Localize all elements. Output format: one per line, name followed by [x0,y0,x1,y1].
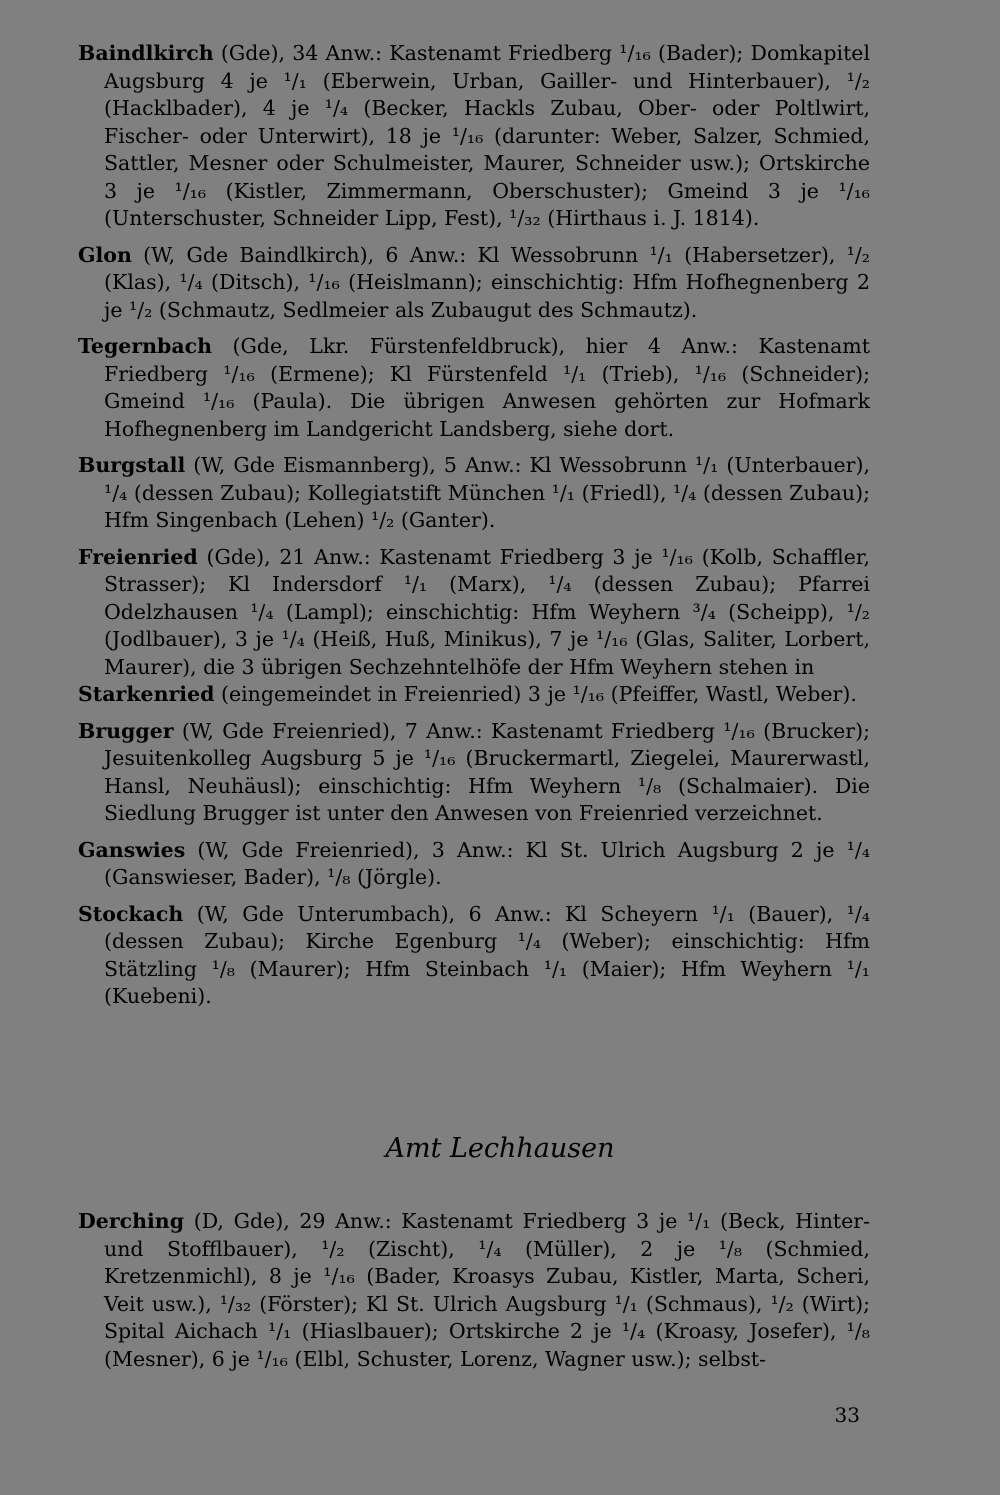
entry-text: (D, Gde), 29 Anw.: Kastenamt Friedberg 3 je ¹/₁ (Beck, Hinter- und Stofflbauer), ¹/₂ (Zischt), ¹/₄ (Müller), 2 je ¹/₈ (Schmied, Kretzenmichl), 8 je ¹/₁₆ (Bader, Kroasys Zubau, Kistler, Marta, Scheri, Veit usw.), ¹/₃₂ (Förster); Kl St. Ulrich Augsburg ¹/₁ (Schmaus), ¹/₂ (Wirt); Spital Aichach ¹/₁ (Hiaslbauer); Ortskirche 2 je ¹/₄ (Kroasy, Josefer), ¹/₈ (Mesner), 6 je ¹/₁₆ (Elbl, Schuster, Lorenz, Wagner usw.); selbst- [104,1209,870,1371]
entry-glon [78,242,870,325]
place-name: Ganswies [78,837,186,862]
place-name: Baindlkirch [78,41,214,65]
entry-text: (W, Gde Unterumbach), 6 Anw.: Kl Scheyern ¹/₁ (Bauer), ¹/₄ (dessen Zubau); Kirche Egenburg ¹/₄ (Weber); einschichtig: Hfm Stätzling ¹/₈ (Maurer); Hfm Steinbach ¹/₁ (Maier); Hfm Weyhern ¹/₁ (Kuebeni). [104,901,870,1008]
place-name: Starkenried [78,682,215,706]
place-name: Derching [78,1209,185,1233]
entry-list-lechhausen [78,1208,870,1382]
entry-text: (Gde), 34 Anw.: Kastenamt Friedberg ¹/₁₆ (Bader); Domkapitel Augsburg 4 je ¹/₁ (Eberwein, Urban, Gailler- und Hinterbauer), ¹/₂ (Hacklbader), 4 je ¹/₄ (Becker, Hackls Zubau, Ober- oder Poltlwirt, Fischer- oder Unterwirt), 18 je ¹/₁₆ (darunter: Weber, Salzer, Schmied, Sattler, Mesner oder Schulmeister, Maurer, Schneider usw.); Ortskirche 3 je ¹/₁₆ (Kistler, Zimmermann, Oberschuster); Gmeind 3 je ¹/₁₆ (Unterschuster, Schneider Lipp, Fest), ¹/₃₂ (Hirthaus i. J. 1814). [104,41,870,230]
entry-text: (W, Gde Freienried), 7 Anw.: Kastenamt Friedberg ¹/₁₆ (Brucker); Jesuitenkolleg Augsburg 5 je ¹/₁₆ (Bruckermartl, Ziegelei, Maurerwastl, Hansl, Neuhäusl); einschichtig: Hfm Weyhern ¹/₈ (Schalmaier). Die Siedlung Brugger ist unter den Anwesen von Freienried verzeichnet. [104,718,870,825]
entry-list [78,40,870,1020]
entry-text: (W, Gde Freienried), 3 Anw.: Kl St. Ulrich Augsburg 2 je ¹/₄ (Ganswieser, Bader), ¹/₈ (Jörgle). [104,837,870,889]
entry-text: (W, Gde Baindlkirch), 6 Anw.: Kl Wessobrunn ¹/₁ (Habersetzer), ¹/₂ (Klas), ¹/₄ (Ditsch), ¹/₁₆ (Heislmann); einschichtig: Hfm Hofhegnenberg 2 je ¹/₂ (Schmautz, Sedlmeier als Zubaugut des Schmautz). [104,242,870,322]
entry-ganswies [78,837,870,892]
place-name: Freienried [78,544,198,569]
entry-text: (Gde), 21 Anw.: Kastenamt Friedberg 3 je ¹/₁₆ (Kolb, Schaffler, Strasser); Kl Indersdorf ¹/₁ (Marx), ¹/₄ (dessen Zubau); Pfarrei Odelzhausen ¹/₄ (Lampl); einschichtig: Hfm Weyhern ³/₄ (Scheipp), ¹/₂ (Jodlbauer), 3 je ¹/₄ (Heiß, Huß, Minikus), 7 je ¹/₁₆ (Glas, Saliter, Lorbert, Maurer), die 3 übrigen Sechzehntelhöfe der Hfm Weyhern stehen in [104,544,870,679]
entry-baindlkirch [78,40,870,233]
entry-tegernbach [78,333,870,443]
entry-text: (eingemeindet in Freienried) 3 je ¹/₁₆ (Pfeiffer, Wastl, Weber). [214,682,857,706]
entry-starkenried [78,681,870,709]
entry-text: (W, Gde Eismannberg), 5 Anw.: Kl Wessobrunn ¹/₁ (Unterbauer), ¹/₄ (dessen Zubau); Kollegiatstift München ¹/₁ (Friedl), ¹/₄ (dessen Zubau); Hfm Singenbach (Lehen) ¹/₂ (Ganter). [104,453,870,532]
place-name: Glon [78,242,132,267]
place-name: Brugger [78,718,174,743]
page-number: 33 [834,1403,860,1427]
entry-stockach [78,901,870,1011]
entry-derching [78,1208,870,1373]
place-name: Burgstall [78,453,186,477]
entry-text: (Gde, Lkr. Fürstenfeldbruck), hier 4 Anw.: Kastenamt Friedberg ¹/₁₆ (Ermene); Kl Fürstenfeld ¹/₁ (Trieb), ¹/₁₆ (Schneider); Gmeind ¹/₁₆ (Paula). Die übrigen Anwesen gehörten zur Hofmark Hofhegnenberg im Landgericht Landsberg, siehe dort. [104,334,870,441]
place-name: Tegernbach [78,334,213,358]
place-name: Stockach [78,901,184,926]
entry-brugger [78,718,870,828]
entry-freienried [78,544,870,682]
section-heading: Amt Lechhausen [385,1133,615,1164]
entry-burgstall [78,452,870,535]
